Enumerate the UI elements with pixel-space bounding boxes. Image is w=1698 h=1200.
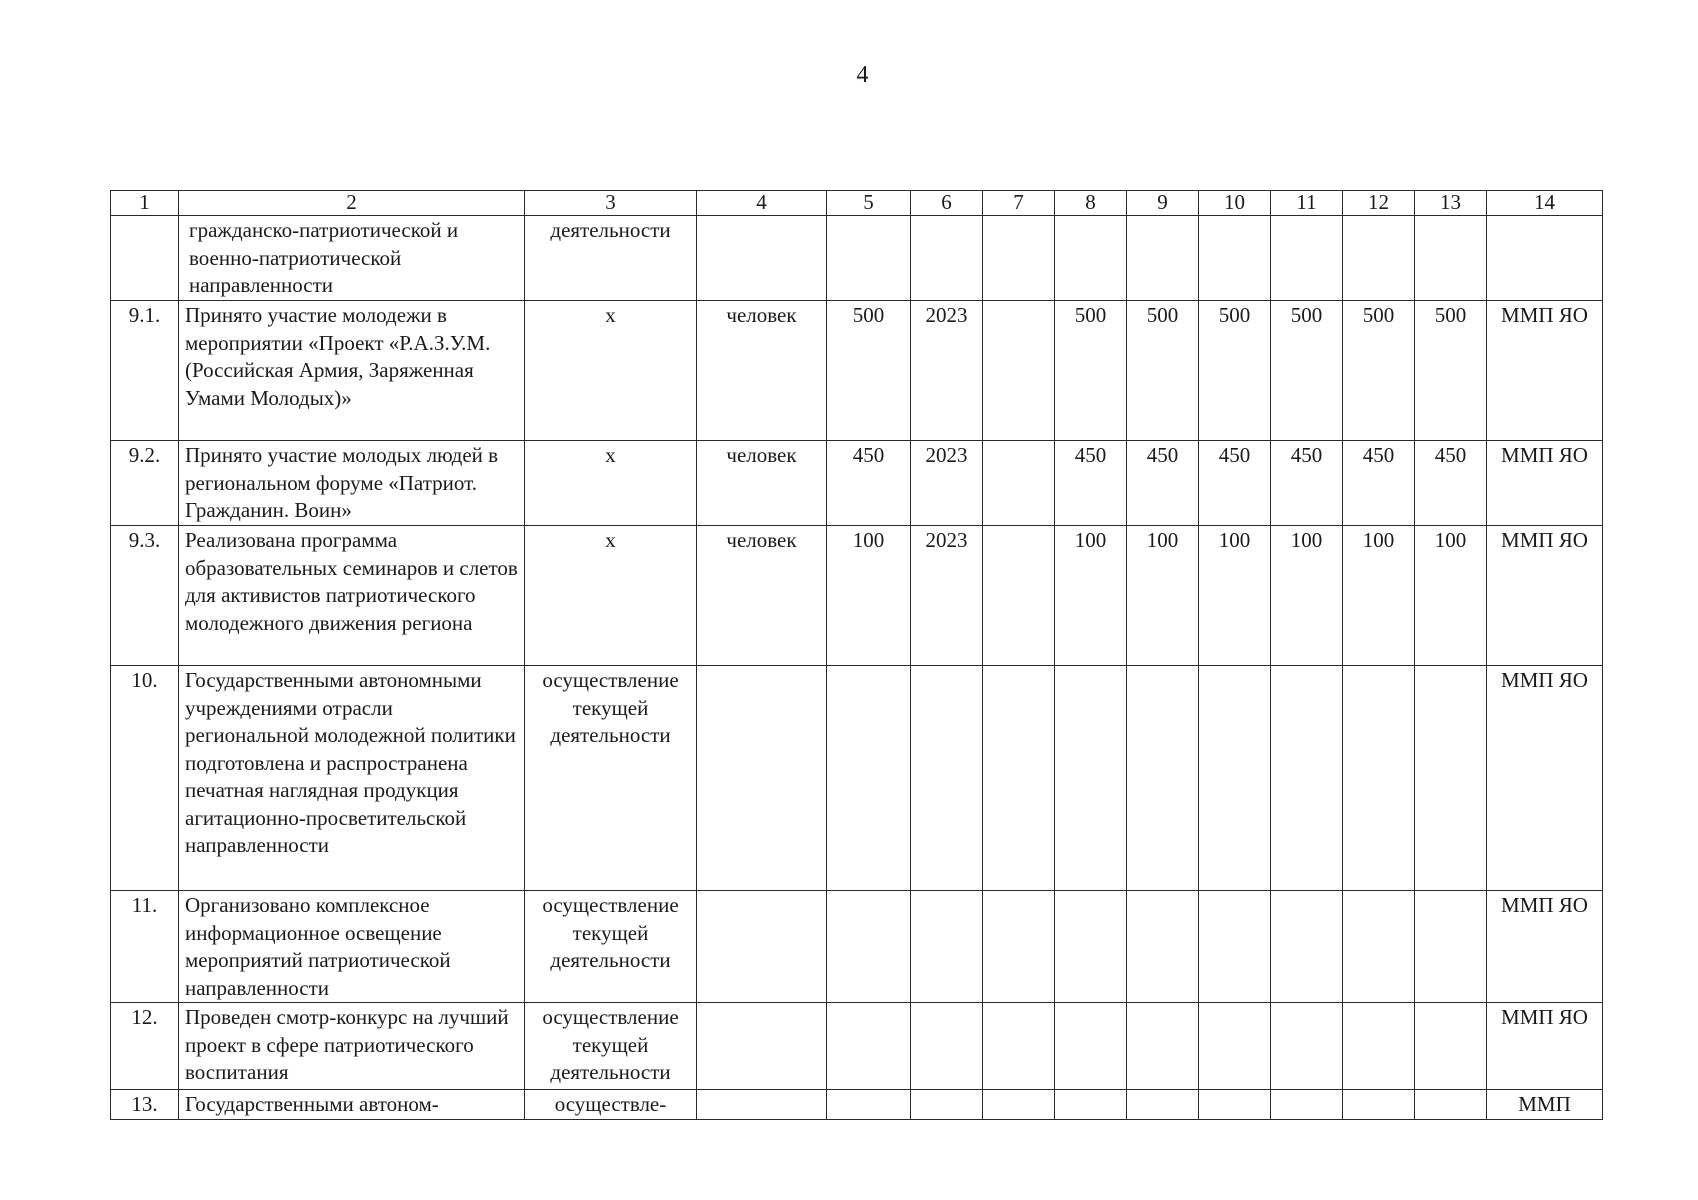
row-col7 (983, 526, 1055, 666)
row-col8 (1055, 666, 1127, 891)
row-description: Государственными автоном- (179, 1090, 525, 1120)
row-col9: 450 (1127, 441, 1199, 526)
row-col13 (1415, 216, 1487, 301)
column-number: 13 (1415, 191, 1487, 216)
row-col11: 450 (1271, 441, 1343, 526)
row-col12 (1343, 666, 1415, 891)
row-col10 (1199, 1090, 1271, 1120)
row-col12 (1343, 1090, 1415, 1120)
row-responsible: ММП ЯО (1487, 666, 1603, 891)
row-responsible: ММП ЯО (1487, 441, 1603, 526)
row-unit (697, 216, 827, 301)
row-number: 12. (111, 1003, 179, 1090)
row-col9 (1127, 666, 1199, 891)
row-responsible: ММП (1487, 1090, 1603, 1120)
row-col10 (1199, 666, 1271, 891)
row-col13 (1415, 1090, 1487, 1120)
row-col11 (1271, 891, 1343, 1003)
row-col7 (983, 666, 1055, 891)
row-col5 (827, 1090, 911, 1120)
table-row (111, 441, 1603, 526)
row-unit (697, 891, 827, 1003)
row-number: 11. (111, 891, 179, 1003)
row-col10: 450 (1199, 441, 1271, 526)
row-responsible (1487, 216, 1603, 301)
row-col12 (1343, 1003, 1415, 1090)
row-col12 (1343, 891, 1415, 1003)
row-unit: человек (697, 526, 827, 666)
row-col8 (1055, 1090, 1127, 1120)
row-col7 (983, 301, 1055, 441)
row-col3: х (525, 441, 697, 526)
column-number: 12 (1343, 191, 1415, 216)
row-description: Организовано комплексное информационное освещение мероприятий патриотической направленности (179, 891, 525, 1003)
row-number: 9.2. (111, 441, 179, 526)
column-number: 3 (525, 191, 697, 216)
row-number: 9.1. (111, 301, 179, 441)
table-row (111, 1003, 1603, 1090)
column-number: 6 (911, 191, 983, 216)
table-row (111, 1090, 1603, 1120)
row-col3: х (525, 301, 697, 441)
row-col5 (827, 891, 911, 1003)
row-col5: 500 (827, 301, 911, 441)
row-col5: 450 (827, 441, 911, 526)
row-responsible: ММП ЯО (1487, 891, 1603, 1003)
row-col6: 2023 (911, 301, 983, 441)
row-responsible: ММП ЯО (1487, 301, 1603, 441)
row-col3: осуществление текущей деятельности (525, 891, 697, 1003)
row-col11: 500 (1271, 301, 1343, 441)
row-number: 13. (111, 1090, 179, 1120)
row-col9: 500 (1127, 301, 1199, 441)
column-number: 9 (1127, 191, 1199, 216)
row-col10 (1199, 216, 1271, 301)
column-number: 8 (1055, 191, 1127, 216)
row-unit: человек (697, 301, 827, 441)
row-col12 (1343, 216, 1415, 301)
row-col8 (1055, 216, 1127, 301)
row-col6 (911, 216, 983, 301)
row-responsible: ММП ЯО (1487, 526, 1603, 666)
row-responsible: ММП ЯО (1487, 1003, 1603, 1090)
row-col6 (911, 1090, 983, 1120)
row-col7 (983, 441, 1055, 526)
row-unit (697, 1090, 827, 1120)
row-col10 (1199, 1003, 1271, 1090)
row-number (111, 216, 179, 301)
row-col12: 450 (1343, 441, 1415, 526)
table-row (111, 216, 1603, 301)
row-col11: 100 (1271, 526, 1343, 666)
row-col5 (827, 666, 911, 891)
row-col8 (1055, 1003, 1127, 1090)
row-col13 (1415, 666, 1487, 891)
row-col9: 100 (1127, 526, 1199, 666)
row-col9 (1127, 1090, 1199, 1120)
row-col5: 100 (827, 526, 911, 666)
column-number: 1 (111, 191, 179, 216)
row-col13 (1415, 1003, 1487, 1090)
row-col13: 450 (1415, 441, 1487, 526)
row-unit (697, 1003, 827, 1090)
row-col3: осуществле- (525, 1090, 697, 1120)
row-col7 (983, 1090, 1055, 1120)
row-description: Реализована программа образовательных семинаров и слетов для активистов патриотического молодежного движения региона (179, 526, 525, 666)
row-number: 9.3. (111, 526, 179, 666)
row-col10: 500 (1199, 301, 1271, 441)
column-number: 14 (1487, 191, 1603, 216)
row-col10: 100 (1199, 526, 1271, 666)
column-number: 10 (1199, 191, 1271, 216)
row-col6: 2023 (911, 441, 983, 526)
row-col6 (911, 891, 983, 1003)
column-number: 7 (983, 191, 1055, 216)
row-unit (697, 666, 827, 891)
row-col11 (1271, 1003, 1343, 1090)
row-description: Принято участие молодых людей в региональном форуме «Патриот. Гражданин. Воин» (179, 441, 525, 526)
row-col9 (1127, 891, 1199, 1003)
row-col8: 500 (1055, 301, 1127, 441)
row-col3: осуществление текущей деятельности (525, 666, 697, 891)
table-row (111, 891, 1603, 1003)
row-col6: 2023 (911, 526, 983, 666)
row-col13 (1415, 891, 1487, 1003)
row-col5 (827, 1003, 911, 1090)
column-number: 2 (179, 191, 525, 216)
row-description: Государственными автономными учреждениями отрасли региональной молодежной политики подготовлена и распространена печатная наглядная продукция агитационно-просветительской направленности (179, 666, 525, 891)
row-col7 (983, 891, 1055, 1003)
row-col6 (911, 1003, 983, 1090)
row-col9 (1127, 216, 1199, 301)
page-number: 4 (856, 62, 869, 88)
row-col7 (983, 216, 1055, 301)
row-col3: х (525, 526, 697, 666)
row-col12: 500 (1343, 301, 1415, 441)
row-col8: 100 (1055, 526, 1127, 666)
row-col5 (827, 216, 911, 301)
row-col3: деятельности (525, 216, 697, 301)
plan-table (110, 190, 1603, 1120)
row-col13: 500 (1415, 301, 1487, 441)
row-col7 (983, 1003, 1055, 1090)
column-number: 11 (1271, 191, 1343, 216)
column-number: 5 (827, 191, 911, 216)
row-col11 (1271, 1090, 1343, 1120)
table-row (111, 666, 1603, 891)
row-col11 (1271, 666, 1343, 891)
row-col8 (1055, 891, 1127, 1003)
table-row (111, 301, 1603, 441)
row-description: Проведен смотр-конкурс на лучший проект в сфере патриотического воспитания (179, 1003, 525, 1090)
row-description: Принято участие молодежи в мероприятии «Проект «Р.А.З.У.М. (Российская Армия, Заряженная Умами Молодых)» (179, 301, 525, 441)
row-col6 (911, 666, 983, 891)
table-row (111, 526, 1603, 666)
row-number: 10. (111, 666, 179, 891)
row-col13: 100 (1415, 526, 1487, 666)
row-description: гражданско-патриотической и военно-патриотической направленности (179, 216, 525, 301)
row-col3: осуществление текущей деятельности (525, 1003, 697, 1090)
column-number: 4 (697, 191, 827, 216)
row-col9 (1127, 1003, 1199, 1090)
row-col11 (1271, 216, 1343, 301)
row-unit: человек (697, 441, 827, 526)
row-col10 (1199, 891, 1271, 1003)
column-number-row (111, 191, 1603, 216)
row-col8: 450 (1055, 441, 1127, 526)
row-col12: 100 (1343, 526, 1415, 666)
